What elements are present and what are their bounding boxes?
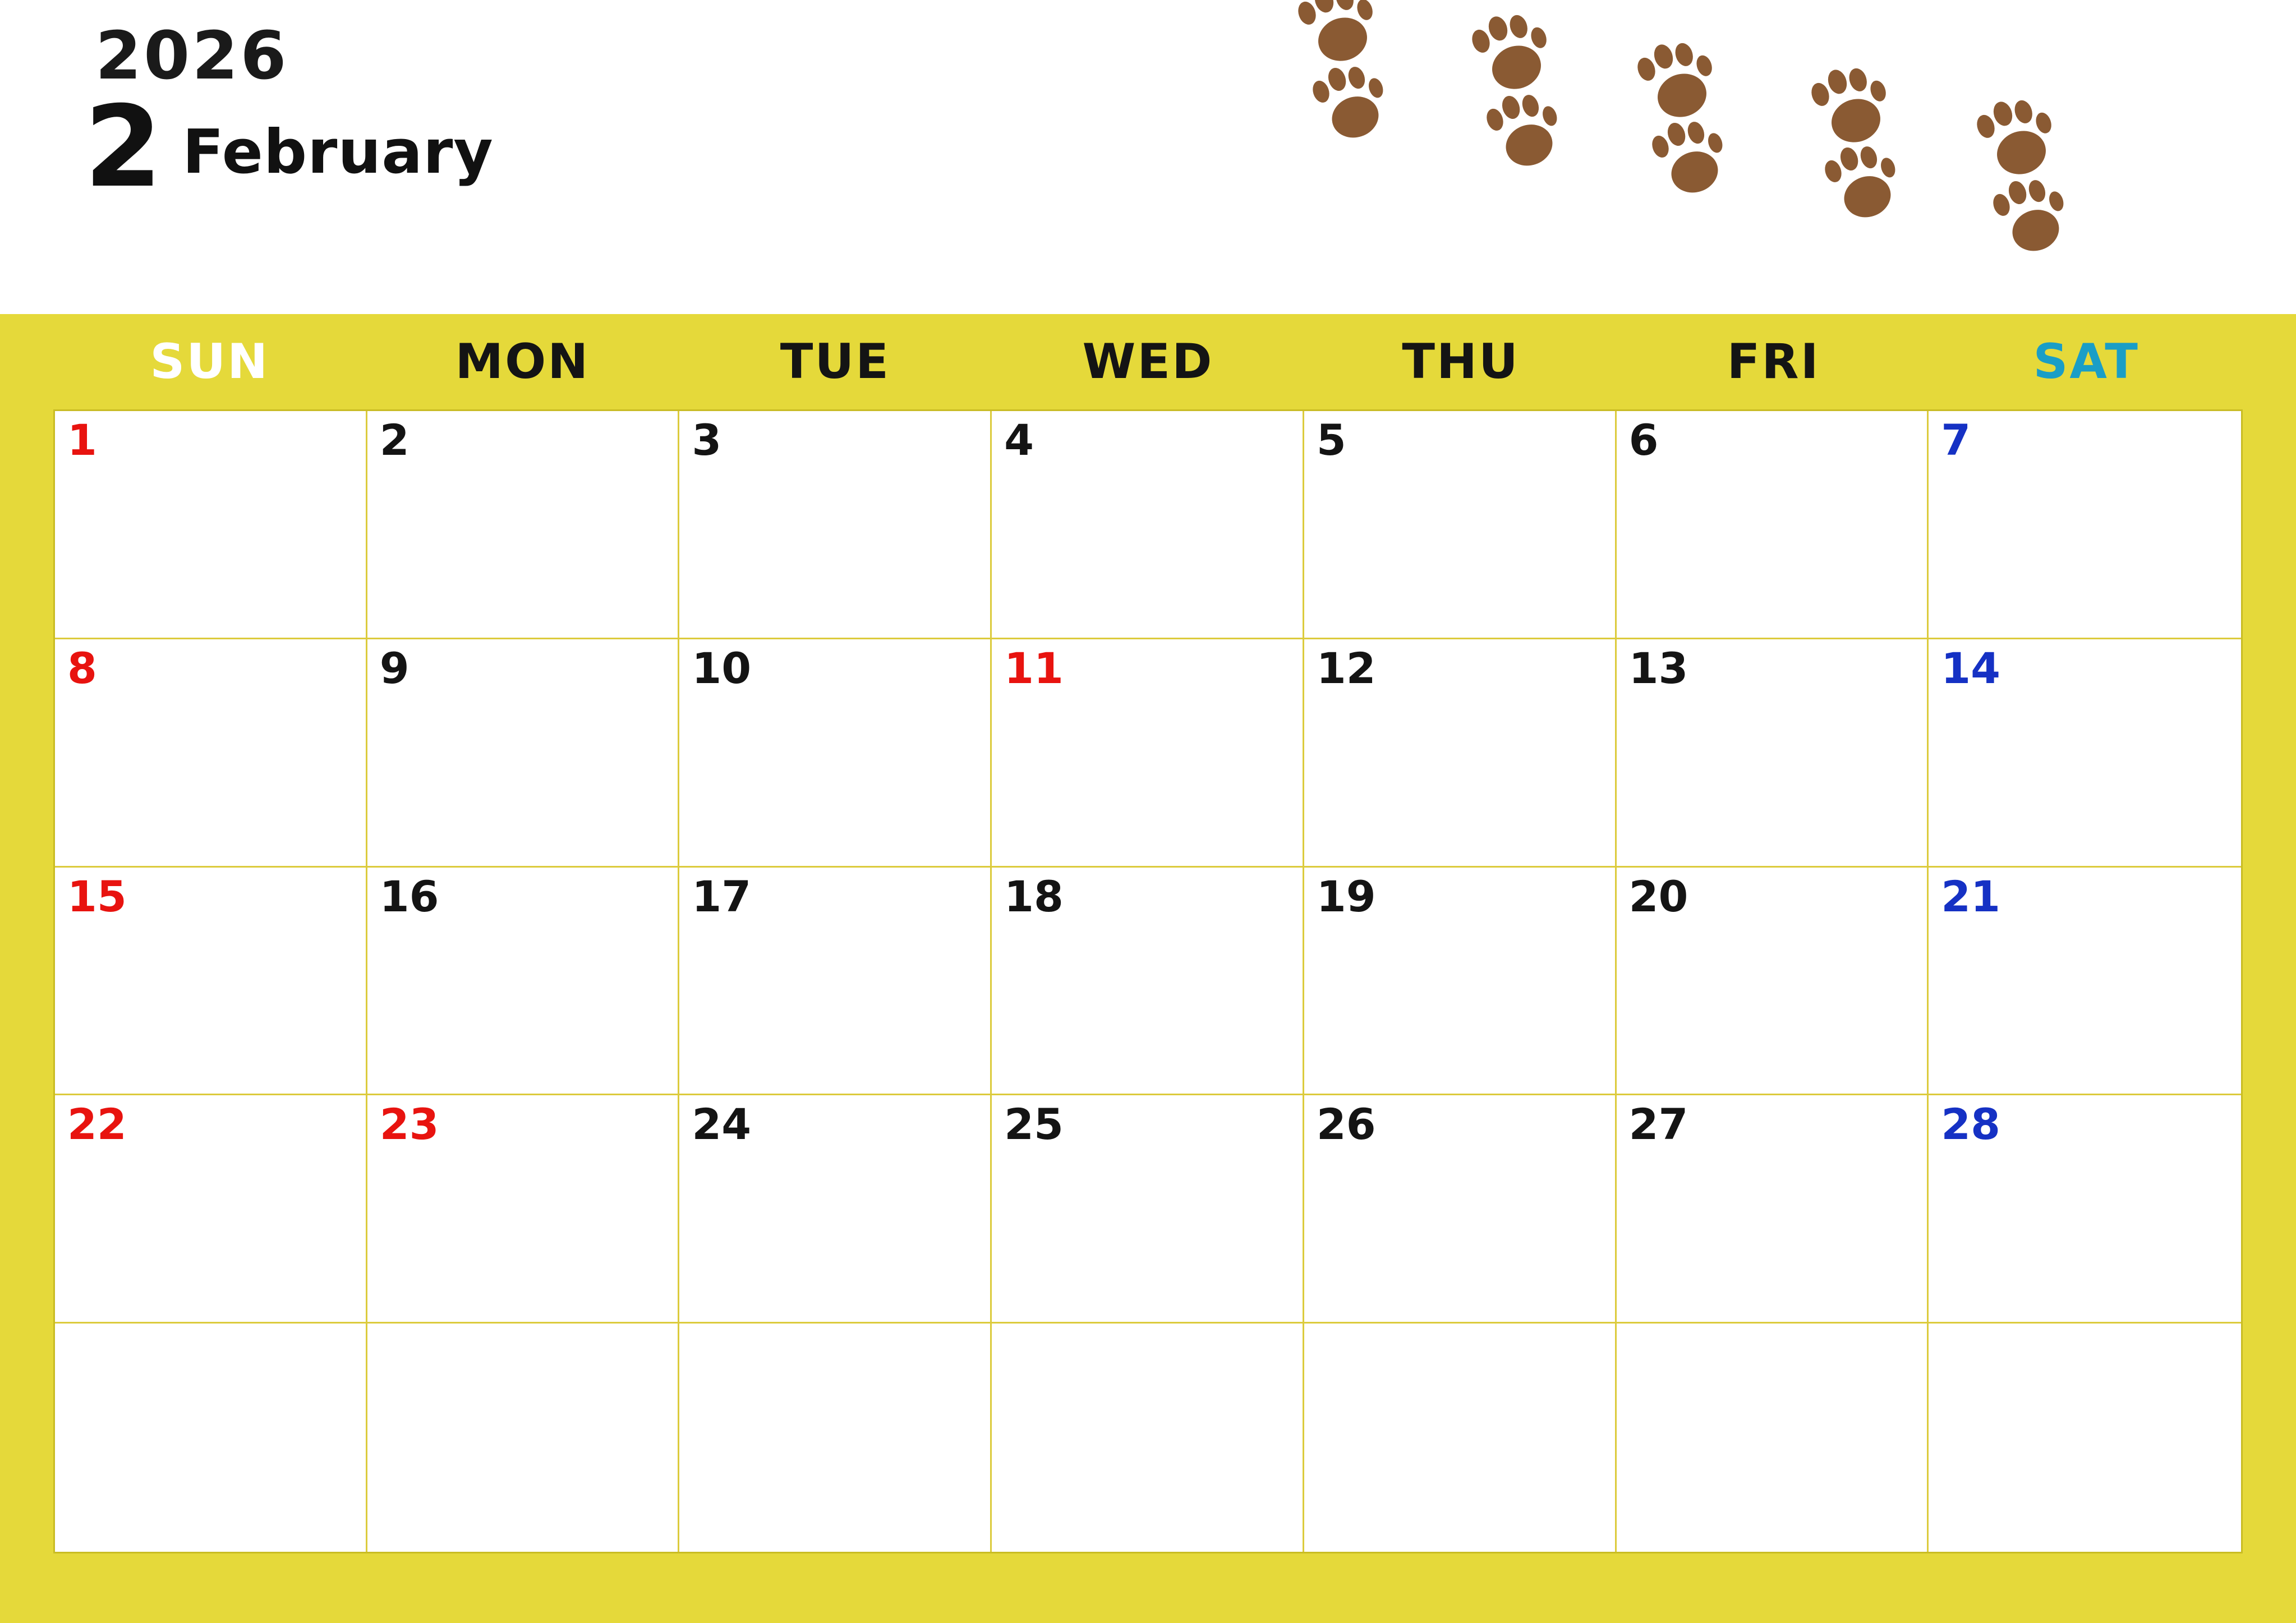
day-cell[interactable] (367, 1095, 680, 1324)
weekday-header-row (53, 314, 2243, 409)
day-number: 8 (67, 643, 97, 693)
day-number: 23 (379, 1099, 439, 1150)
day-cell[interactable] (1617, 868, 1929, 1096)
month-name-label: February (182, 117, 494, 187)
day-cell[interactable] (679, 1095, 992, 1324)
weekday-header-wed: WED (1082, 334, 1214, 390)
day-cell-empty[interactable] (367, 1324, 680, 1552)
day-cell[interactable] (992, 639, 1304, 868)
month-number-label: 2 (84, 82, 163, 213)
day-cell[interactable] (679, 868, 992, 1096)
weekday-header-sun: SUN (150, 334, 270, 390)
day-cell[interactable] (1617, 411, 1929, 639)
day-cell-empty[interactable] (1929, 1324, 2241, 1552)
day-cell[interactable] (55, 411, 367, 639)
day-cell-empty[interactable] (55, 1324, 367, 1552)
day-number: 28 (1941, 1099, 2001, 1150)
calendar-header (0, 0, 2296, 314)
day-number: 5 (1316, 415, 1346, 465)
day-cell-empty[interactable] (1617, 1324, 1929, 1552)
day-number: 24 (692, 1099, 752, 1150)
day-number: 12 (1316, 643, 1376, 693)
day-number: 15 (67, 871, 127, 921)
day-cell[interactable] (679, 411, 992, 639)
day-number: 22 (67, 1099, 127, 1150)
day-cell[interactable] (55, 1095, 367, 1324)
weekday-header-thu: THU (1402, 334, 1520, 390)
day-number: 13 (1628, 643, 1688, 693)
day-cell[interactable] (367, 411, 680, 639)
month-row (84, 82, 494, 213)
day-cell[interactable] (1929, 1095, 2241, 1324)
paw-print-icon-group (1286, 0, 2240, 292)
day-number: 9 (379, 643, 409, 693)
day-cell[interactable] (1304, 411, 1617, 639)
title-block (84, 17, 494, 213)
day-cell-empty[interactable] (679, 1324, 992, 1552)
day-number: 19 (1316, 871, 1376, 921)
day-cell[interactable] (55, 868, 367, 1096)
calendar-body (0, 314, 2296, 1623)
day-cell[interactable] (1617, 1095, 1929, 1324)
weekday-header-fri: FRI (1727, 334, 1820, 390)
weekday-header-sat: SAT (2033, 334, 2139, 390)
day-cell[interactable] (992, 1095, 1304, 1324)
year-label: 2026 (95, 17, 289, 94)
day-number: 26 (1316, 1099, 1376, 1150)
day-cell[interactable] (55, 639, 367, 868)
day-number: 1 (67, 415, 97, 465)
day-number: 25 (1004, 1099, 1064, 1150)
day-number: 14 (1941, 643, 2001, 693)
day-cell[interactable] (1304, 868, 1617, 1096)
day-number: 16 (379, 871, 439, 921)
day-number: 3 (692, 415, 722, 465)
day-number: 17 (692, 871, 752, 921)
day-cell[interactable] (992, 411, 1304, 639)
weekday-header-mon: MON (455, 334, 590, 390)
day-cell[interactable] (992, 868, 1304, 1096)
day-cell[interactable] (1617, 639, 1929, 868)
day-cell[interactable] (1304, 1095, 1617, 1324)
day-number: 18 (1004, 871, 1064, 921)
day-cell[interactable] (1929, 868, 2241, 1096)
paw-prints-decoration (1286, 0, 2240, 292)
day-cell[interactable] (1929, 639, 2241, 868)
day-cell[interactable] (1929, 411, 2241, 639)
day-number: 6 (1628, 415, 1659, 465)
day-cell[interactable] (367, 639, 680, 868)
day-number: 27 (1628, 1099, 1688, 1150)
day-number: 2 (379, 415, 409, 465)
day-number: 7 (1941, 415, 1971, 465)
day-cell[interactable] (679, 639, 992, 868)
weekday-header-tue: TUE (780, 334, 891, 390)
day-cell[interactable] (367, 868, 680, 1096)
day-cell[interactable] (1304, 639, 1617, 868)
calendar-grid (53, 409, 2243, 1553)
day-number: 20 (1628, 871, 1688, 921)
day-number: 4 (1004, 415, 1034, 465)
day-cell-empty[interactable] (992, 1324, 1304, 1552)
day-number: 10 (692, 643, 752, 693)
day-number: 11 (1004, 643, 1064, 693)
day-cell-empty[interactable] (1304, 1324, 1617, 1552)
day-number: 21 (1941, 871, 2001, 921)
